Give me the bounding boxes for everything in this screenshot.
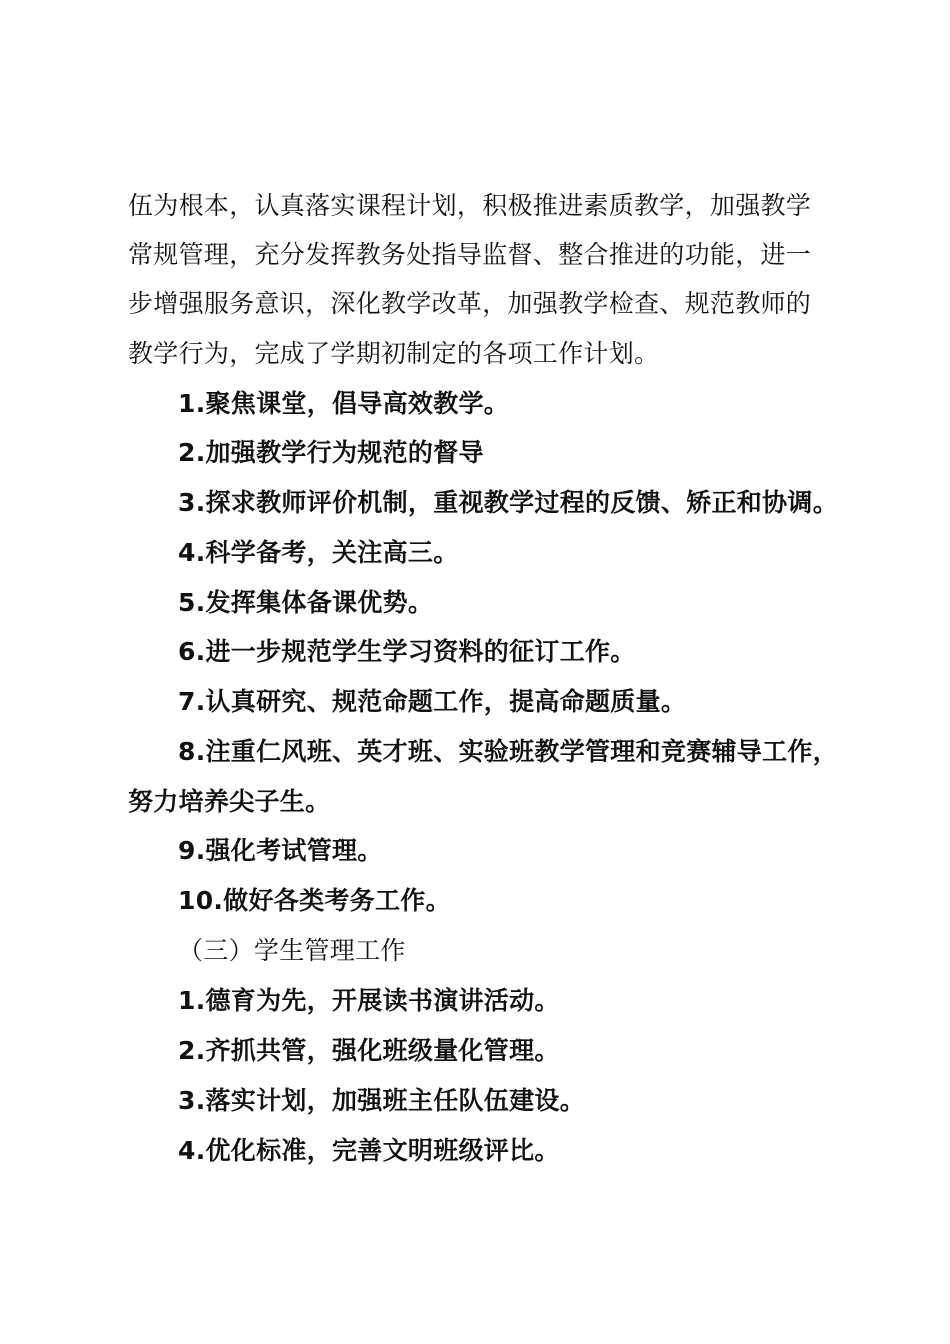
teaching-item-continuation: 努力培养尖子生。 <box>128 787 331 816</box>
teaching-item: 5.发挥集体备课优势。 <box>178 588 434 617</box>
student-item: 4.优化标准，完善文明班级评比。 <box>178 1136 560 1165</box>
teaching-item: 10.做好各类考务工作。 <box>178 886 451 915</box>
teaching-item: 9.强化考试管理。 <box>178 836 383 865</box>
teaching-item: 6.进一步规范学生学习资料的征订工作。 <box>178 637 636 666</box>
teaching-item: 4.科学备考，关注高三。 <box>178 538 459 567</box>
teaching-item: 3.探求教师评价机制，重视教学过程的反馈、矫正和协调。 <box>178 488 838 517</box>
student-item: 3.落实计划，加强班主任队伍建设。 <box>178 1086 585 1115</box>
student-item: 1.德育为先，开展读书演讲活动。 <box>178 986 560 1015</box>
intro-line: 常规管理，充分发挥教务处指导监督、整合推进的功能，进一 <box>128 240 812 269</box>
intro-line: 伍为根本，认真落实课程计划，积极推进素质教学，加强教学 <box>128 191 812 220</box>
student-item: 2.齐抓共管，强化班级量化管理。 <box>178 1036 560 1065</box>
teaching-item: 8.注重仁风班、英才班、实验班教学管理和竞赛辅导工作， <box>178 737 838 766</box>
teaching-item: 7.认真研究、规范命题工作，提高命题质量。 <box>178 687 687 716</box>
teaching-item: 2.加强教学行为规范的督导 <box>178 438 484 467</box>
intro-line: 教学行为，完成了学期初制定的各项工作计划。 <box>128 339 660 368</box>
teaching-item: 1.聚焦课堂，倡导高效教学。 <box>178 389 510 418</box>
section-heading: （三）学生管理工作 <box>178 936 406 965</box>
intro-line: 步增强服务意识，深化教学改革，加强教学检查、规范教师的 <box>128 289 812 318</box>
